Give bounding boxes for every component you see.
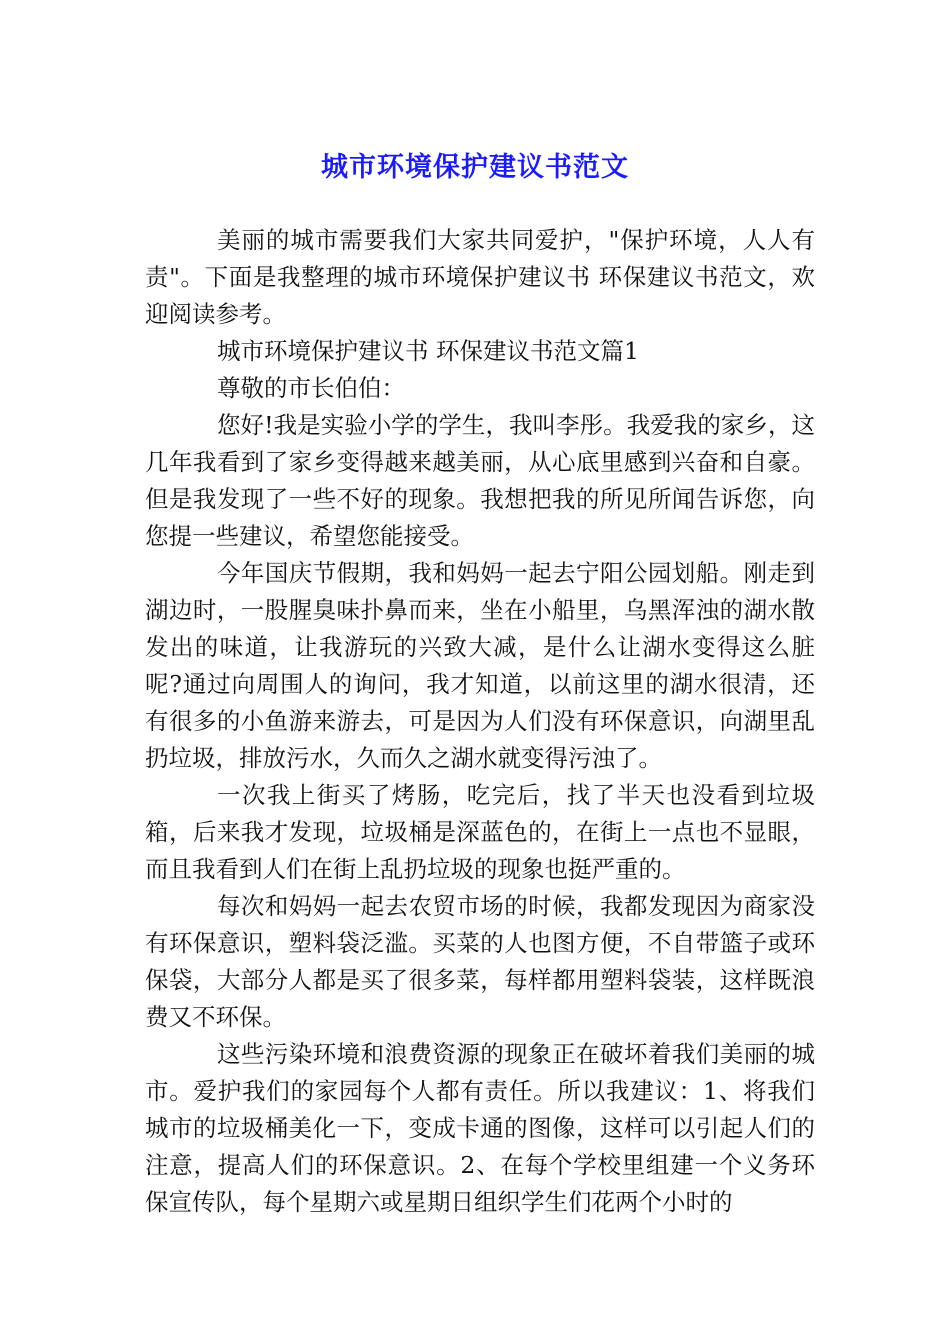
paragraph-intro: 美丽的城市需要我们大家共同爱护，"保护环境，人人有责"。下面是我整理的城市环境保护建议书 环保建议书范文，欢迎阅读参考。	[145, 226, 815, 328]
paragraph: 这些污染环境和浪费资源的现象正在破坏着我们美丽的城市。爱护我们的家园每个人都有责任。所以我建议：1、将我们城市的垃圾桶美化一下，变成卡通的图像，这样可以引起人们的注意，提高人们的环保意识。2、在每个学校里组建一个义务环保宣传队，每个星期六或星期日组织学生们花两个小时的	[145, 1040, 815, 1216]
salutation: 尊敬的市长伯伯：	[217, 374, 405, 402]
paragraph: 一次我上街买了烤肠，吃完后，找了半天也没看到垃圾箱，后来我才发现，垃圾桶是深蓝色的，在街上一点也不显眼，而且我看到人们在街上乱扔垃圾的现象也挺严重的。	[145, 781, 815, 883]
document-body	[145, 222, 815, 1221]
section-heading: 城市环境保护建议书 环保建议书范文篇1	[217, 337, 639, 365]
paragraph: 今年国庆节假期，我和妈妈一起去宁阳公园划船。刚走到湖边时，一股腥臭味扑鼻而来，坐在小船里，乌黑浑浊的湖水散发出的味道，让我游玩的兴致大减，是什么让湖水变得这么脏呢?通过向周围人的询问，我才知道，以前这里的湖水很清，还有很多的小鱼游来游去，可是因为人们没有环保意识，向湖里乱扔垃圾，排放污水，久而久之湖水就变得污浊了。	[145, 559, 815, 772]
paragraph: 您好!我是实验小学的学生，我叫李彤。我爱我的家乡，这几年我看到了家乡变得越来越美丽，从心底里感到兴奋和自豪。但是我发现了一些不好的现象。我想把我的所见所闻告诉您，向您提一些建议，希望您能接受。	[145, 411, 815, 550]
paragraph: 每次和妈妈一起去农贸市场的时候，我都发现因为商家没有环保意识，塑料袋泛滥。买菜的人也图方便，不自带篮子或环保袋，大部分人都是买了很多菜，每样都用塑料袋装，这样既浪费又不环保。	[145, 892, 815, 1031]
document-title: 城市环境保护建议书范文	[321, 152, 629, 184]
